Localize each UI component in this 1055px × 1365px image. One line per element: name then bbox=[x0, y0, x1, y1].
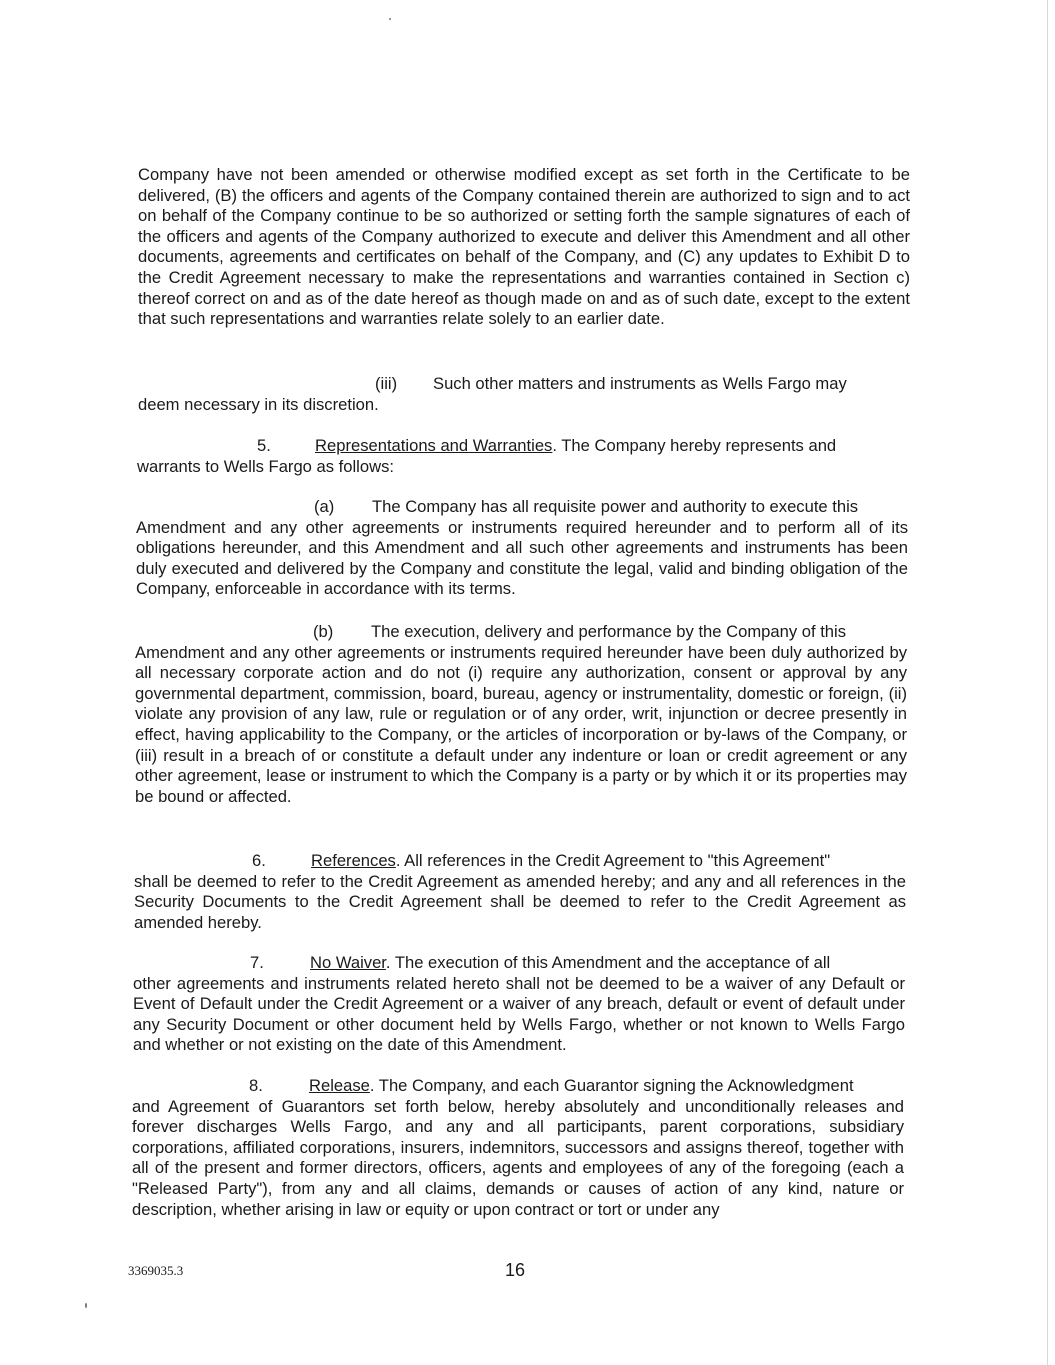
document-id: 3369035.3 bbox=[128, 1263, 184, 1278]
section-rest: and Agreement of Guarantors set forth below, hereby absolutely and unconditionally releases and forever discharges Wells Fargo, and any and all participants, parent corporations, subsidiary corporations, affiliated corporations, insurers, indemnitors, successors and assigns thereof, together with all of the present and former directors, officers, agents and employees of any of the foregoing (each a "Released Party"), from any and all claims, demands or causes of action of any kind, nature or description, whether arising in law or equity or upon contract or tort or under any bbox=[132, 1096, 904, 1219]
item-first-line: Such other matters and instruments as Wells Fargo may bbox=[433, 374, 847, 393]
item-label: (iii) bbox=[375, 374, 398, 393]
section-first-line: . The Company hereby represents and bbox=[552, 436, 837, 455]
section-7-paragraph bbox=[133, 953, 905, 1056]
item-rest: Amendment and any other agreements or instruments required hereunder and to perform all of its obligations hereunder, and this Amendment and all such other agreements and instruments has been duly executed and delivered by the Company and constitute the legal, valid and binding obligation of the Company, enforceable in accordance with its terms. bbox=[136, 517, 908, 599]
continuation-paragraph: Company have not been amended or otherwise modified except as set forth in the Certificate to be delivered, (B) the officers and agents of the Company contained therein are authorized to sign and to act on behalf of the Company continue to be so authorized or setting forth the sample signatures of each of the officers and agents of the Company authorized to execute and deliver this Amendment and all other documents, agreements and certificates on behalf of the Company, and (C) any updates to Exhibit D to the Credit Agreement necessary to make the representations and warranties contained in Section c) thereof correct on and as of the date hereof as though made on and as of such date, except to the extent that such representations and warranties relate solely to an earlier date. bbox=[138, 165, 910, 329]
item-label: (a) bbox=[314, 497, 335, 516]
item-rest: Amendment and any other agreements or instruments required hereunder have been duly authorized by all necessary corporate action and do not (i) require any authorization, consent or approval by any governmental department, commission, board, bureau, agency or instrumentality, domestic or foreign, (ii) violate any provision of any law, rule or regulation or of any order, writ, injunction or decree presently in effect, having applicability to the Company, or the articles of incorporation or by-laws of the Company, or (iii) result in a breach of or constitute a default under any indenture or loan or credit agreement or any other agreement, lease or instrument to which the Company is a party or by which it or its properties may be bound or affected. bbox=[135, 642, 907, 806]
item-iii-paragraph bbox=[138, 374, 910, 415]
item-a-paragraph bbox=[136, 497, 908, 600]
section-rest: shall be deemed to refer to the Credit Agreement as amended hereby; and any and all references in the Security Documents to the Credit Agreement shall be deemed to refer to the Credit Agreement as amended hereby. bbox=[134, 871, 906, 932]
section-rest: warrants to Wells Fargo as follows: bbox=[137, 456, 394, 476]
section-number: 7. bbox=[250, 953, 264, 972]
item-b-paragraph bbox=[135, 622, 907, 807]
section-first-line: . All references in the Credit Agreement to "this Agreement" bbox=[395, 851, 831, 870]
section-first-line: . The execution of this Amendment and the acceptance of all bbox=[385, 953, 831, 972]
section-heading: Representations and Warranties bbox=[315, 436, 553, 455]
section-heading: References bbox=[311, 851, 396, 870]
section-rest: other agreements and instruments related hereto shall not be deemed to be a waiver of any Default or Event of Default under the Credit Agreement or a waiver of any breach, default or event of default under any Security Document or other document held by Wells Fargo, whether or not known to Wells Fargo and whether or not existing on the date of this Amendment. bbox=[133, 973, 905, 1055]
item-first-line: The execution, delivery and performance by the Company of this bbox=[371, 622, 847, 641]
section-6-paragraph bbox=[134, 851, 906, 933]
section-number: 5. bbox=[257, 436, 271, 455]
section-number: 6. bbox=[252, 851, 266, 870]
item-first-line: The Company has all requisite power and authority to execute this bbox=[372, 497, 859, 516]
section-first-line: . The Company, and each Guarantor signing the Acknowledgment bbox=[369, 1076, 854, 1095]
section-heading: Release bbox=[309, 1076, 370, 1095]
scan-speck bbox=[389, 18, 391, 20]
section-8-paragraph bbox=[132, 1076, 904, 1220]
scan-speck bbox=[85, 1303, 87, 1308]
section-number: 8. bbox=[249, 1076, 263, 1095]
section-5-paragraph bbox=[137, 436, 909, 477]
section-heading: No Waiver bbox=[310, 953, 386, 972]
page-edge-line bbox=[1047, 0, 1048, 1365]
item-rest: deem necessary in its discretion. bbox=[138, 394, 379, 414]
item-label: (b) bbox=[313, 622, 334, 641]
page-number: 16 bbox=[505, 1260, 526, 1280]
